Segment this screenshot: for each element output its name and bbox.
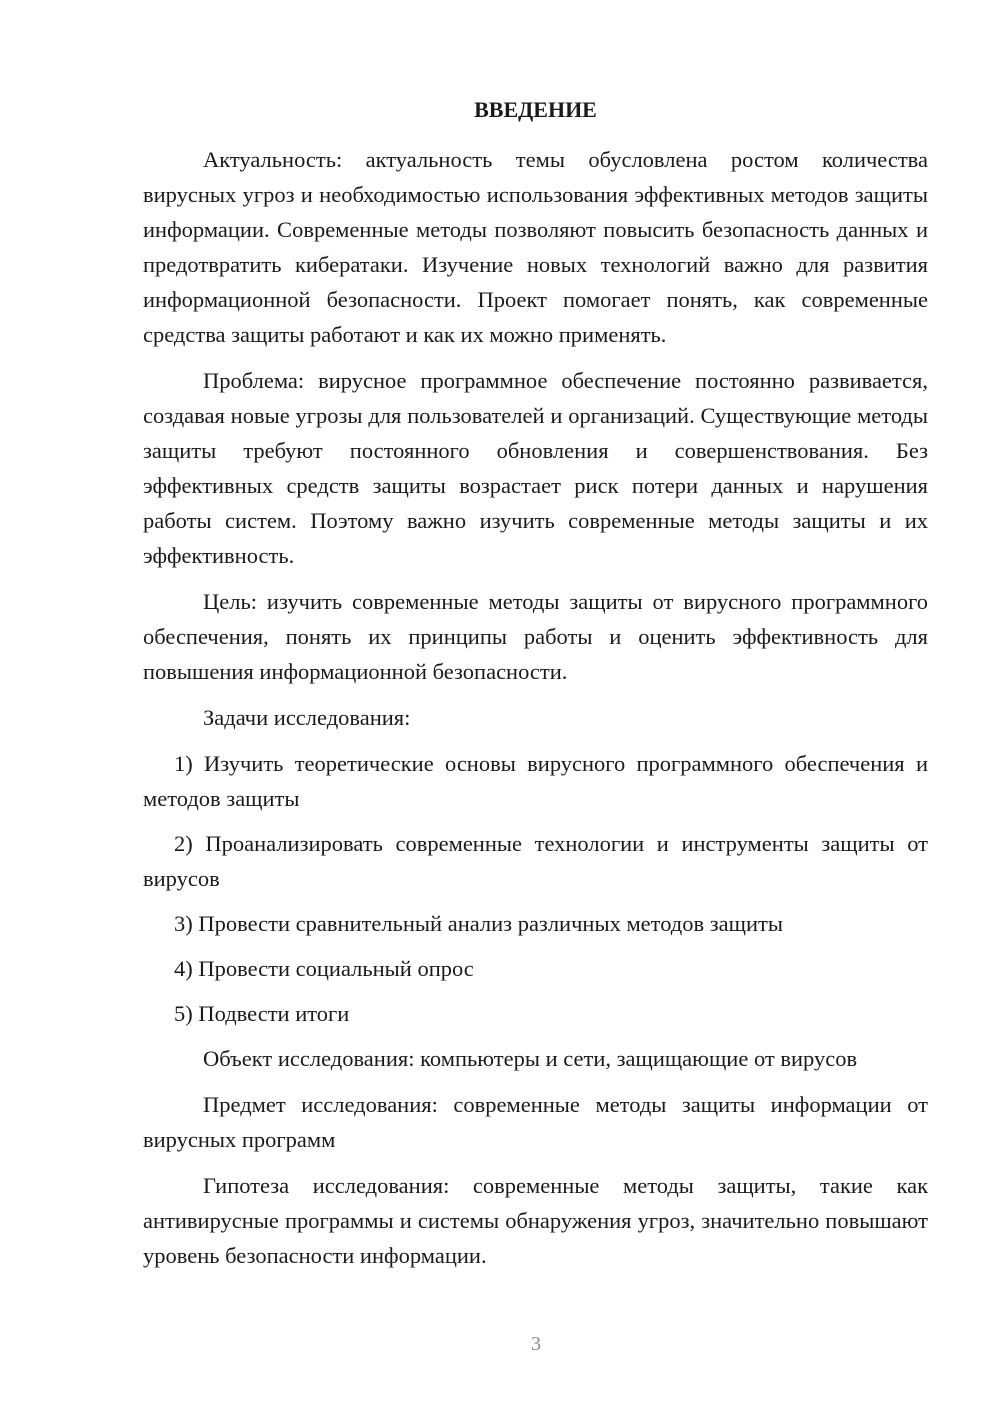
problem-paragraph: Проблема: вирусное программное обеспечение постоянно развивается, создавая новые угрозы для пользователей и организаций. Существующие методы защиты требуют постоянного обновления и совершенствования. Без эффективных средств защиты возрастает риск потери данных и нарушения работы систем. Поэтому важно изучить современные методы защиты и их эффективность.	[143, 368, 928, 568]
task-item-1: 1) Изучить теоретические основы вирусного программного обеспечения и методов защиты	[143, 751, 928, 811]
goal-paragraph: Цель: изучить современные методы защиты от вирусного программного обеспечения, понять их принципы работы и оценить эффективность для повышения информационной безопасности.	[143, 589, 928, 684]
task-item-2: 2) Проанализировать современные технологии и инструменты защиты от вирусов	[143, 831, 928, 891]
page-number: 3	[531, 1333, 541, 1355]
subject-paragraph: Предмет исследования: современные методы защиты информации от вирусных программ	[143, 1092, 928, 1152]
task-list	[143, 746, 928, 1031]
task-item-3: 3) Провести сравнительный анализ различных методов защиты	[174, 911, 783, 936]
task-item-5: 5) Подвести итоги	[174, 1001, 350, 1026]
tasks-title: Задачи исследования:	[203, 705, 411, 730]
relevance-paragraph: Актуальность: актуальность темы обусловлена ростом количества вирусных угроз и необходимостью использования эффективных методов защиты информации. Современные методы позволяют повысить безопасность данных и предотвратить кибератаки. Изучение новых технологий важно для развития информационной безопасности. Проект помогает понять, как современные средства защиты работают и как их можно применять.	[143, 147, 928, 347]
page-content	[143, 92, 928, 1273]
hypothesis-paragraph: Гипотеза исследования: современные методы защиты, такие как антивирусные программы и системы обнаружения угроз, значительно повышают уровень безопасности информации.	[143, 1173, 928, 1268]
task-item-4: 4) Провести социальный опрос	[174, 956, 474, 981]
section-heading: ВВЕДЕНИЕ	[474, 97, 597, 122]
object-paragraph: Объект исследования: компьютеры и сети, защищающие от вирусов	[203, 1046, 858, 1071]
